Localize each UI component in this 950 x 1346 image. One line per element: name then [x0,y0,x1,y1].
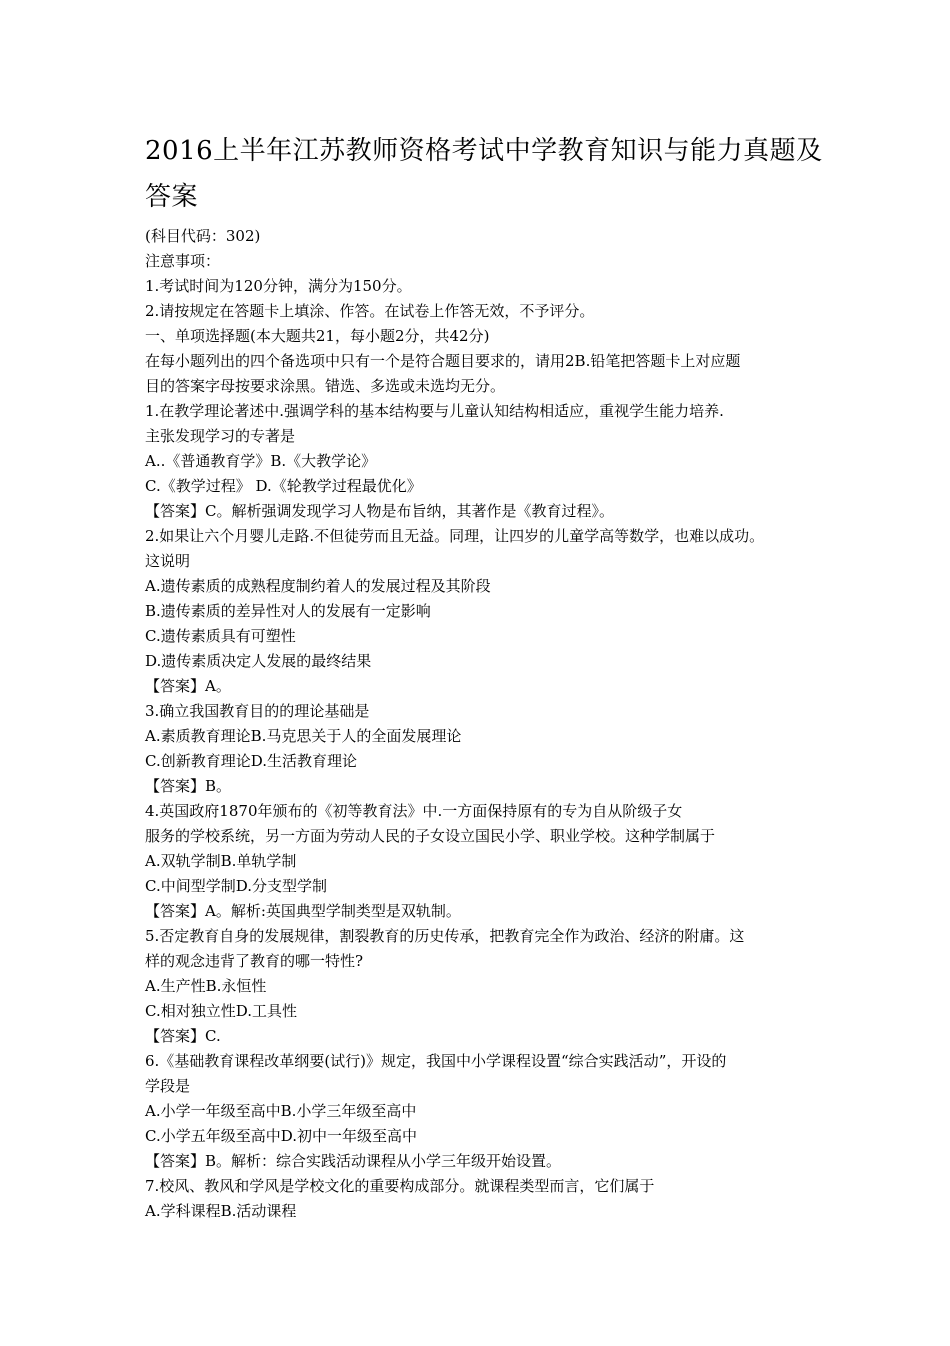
question-text: 4.英国政府1870年颁布的《初等教育法》中.一方面保持原有的专为自从阶级子女 [145,802,683,820]
option-line: A.小学一年级至高中B.小学三年级至高中 [145,1102,417,1120]
option-line: A..《普通教育学》B.《大教学论》 [145,452,377,470]
question-text: 学段是 [145,1077,191,1095]
question-text: 2.如果让六个月婴儿走路.不但徒劳而且无益。同理，让四岁的儿童学高等数学，也难以成功。 [145,527,765,545]
option-line: A.遗传素质的成熟程度制约着人的发展过程及其阶段 [145,577,491,595]
option-line: C.《教学过程》 D.《轮教学过程最优化》 [145,477,422,495]
notice-item: 1.考试时间为120分钟，满分为150分。 [145,277,412,295]
answer-line: 【答案】C。解析强调发现学习人物是布旨纳，其著作是《教育过程》。 [145,502,614,520]
answer-line: 【答案】A。解析:英国典型学制类型是双轨制。 [145,902,461,920]
question-text: 主张发现学习的专著是 [145,427,296,445]
question-text: 7.校风、教风和学风是学校文化的重要构成部分。就课程类型而言，它们属于 [145,1177,655,1195]
document-body [145,224,835,1224]
option-line: C.中间型学制D.分支型学制 [145,877,327,895]
option-line: C.小学五年级至高中D.初中一年级至高中 [145,1127,417,1145]
question-text: 样的观念违背了教育的哪一特性? [145,952,364,970]
answer-line: 【答案】B。 [145,777,232,795]
answer-line: 【答案】B。解析：综合实践活动课程从小学三年级开始设置。 [145,1152,562,1170]
question-text: 服务的学校系统，另一方面为劳动人民的子女设立国民小学、职业学校。这种学制属于 [145,827,716,845]
option-line: A.生产性B.永恒性 [145,977,267,995]
option-line: A.学科课程B.活动课程 [145,1202,297,1220]
option-line: D.遗传素质决定人发展的最终结果 [145,652,372,670]
answer-line: 【答案】A。 [145,677,231,695]
option-line: A.双轨学制B.单轨学制 [145,852,297,870]
answer-line: 【答案】C. [145,1027,221,1045]
section-instruction: 在每小题列出的四个备选项中只有一个是符合题目要求的，请用2B.铅笔把答题卡上对应题 [145,352,741,370]
notice-item: 2.请按规定在答题卡上填涂、作答。在试卷上作答无效，不予评分。 [145,302,595,320]
question-text: 3.确立我国教育目的的理论基础是 [145,702,370,720]
question-text: 6.《基础教育课程改革纲要(试行)》规定，我国中小学课程设置“综合实践活动”，开设的 [145,1052,727,1070]
document-title [145,128,825,220]
question-text: 1.在教学理论著述中.强调学科的基本结构要与儿童认知结构相适应，重视学生能力培养. [145,402,724,420]
section-instruction: 目的答案字母按要求涂黑。错选、多选或未选均无分。 [145,377,506,395]
question-text: 这说明 [145,552,191,570]
title-line-2: 答案 [145,182,199,212]
subject-code: (科目代码：302) [145,227,261,245]
notice-heading: 注意事项： [145,252,221,270]
option-line: B.遗传素质的差异性对人的发展有一定影响 [145,602,431,620]
option-line: C.遗传素质具有可塑性 [145,627,296,645]
option-line: C.创新教育理论D.生活教育理论 [145,752,357,770]
title-line-1: 2016上半年江苏教师资格考试中学教育知识与能力真题及 [145,136,823,166]
option-line: C.相对独立性D.工具性 [145,1002,297,1020]
section-heading: 一、单项选择题(本大题共21，每小题2分，共42分) [145,327,490,345]
question-text: 5.否定教育自身的发展规律，割裂教育的历史传承，把教育完全作为政治、经济的附庸。这 [145,927,745,945]
option-line: A.素质教育理论B.马克思关于人的全面发展理论 [145,727,462,745]
